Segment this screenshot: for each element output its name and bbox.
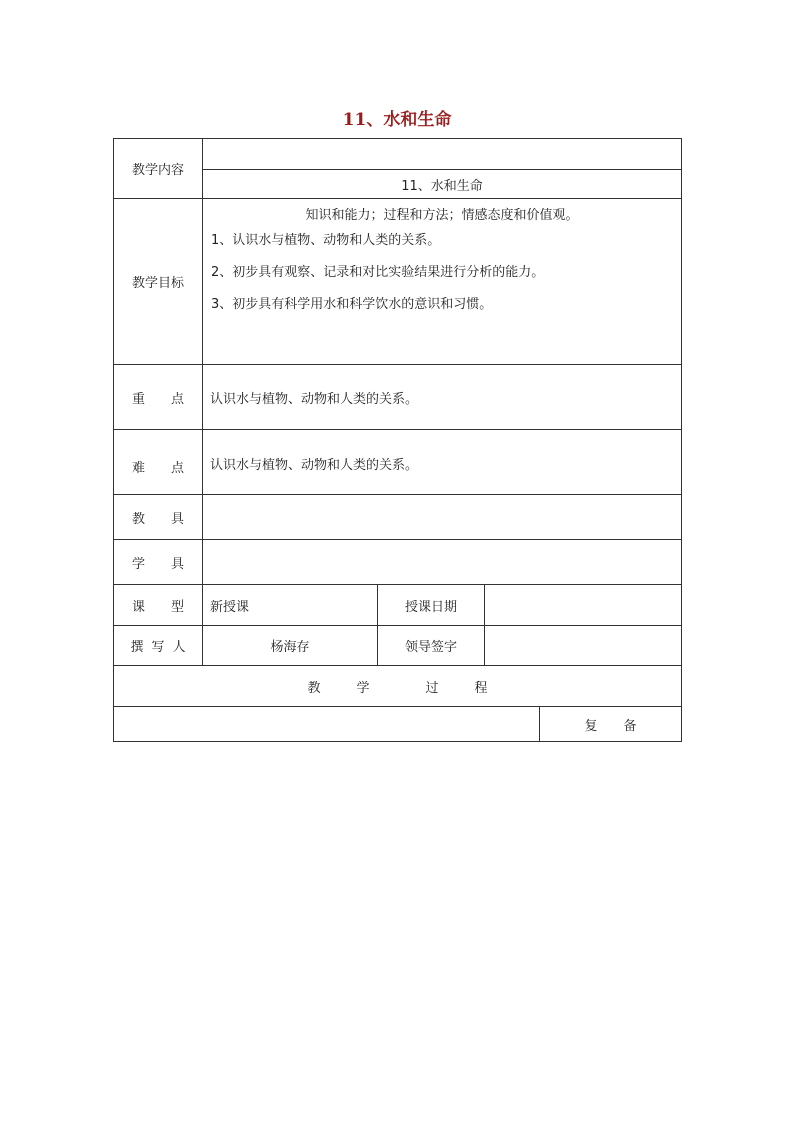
difficulty-label: 难 点 bbox=[114, 430, 203, 495]
goals-cell bbox=[203, 199, 682, 365]
process-content-cell bbox=[114, 707, 540, 742]
student-aids-value bbox=[203, 540, 682, 585]
lesson-date-label: 授课日期 bbox=[378, 585, 485, 626]
content-blank-cell bbox=[203, 139, 682, 170]
leader-sign-label: 领导签字 bbox=[378, 626, 485, 666]
teaching-process-heading: 教 学 过 程 bbox=[114, 666, 682, 707]
goal-item: 3、初步具有科学用水和科学饮水的意识和习惯。 bbox=[211, 297, 493, 312]
goal-item: 2、初步具有观察、记录和对比实验结果进行分析的能力。 bbox=[211, 265, 545, 280]
goals-header: 知识和能力；过程和方法；情感态度和价值观。 bbox=[305, 208, 579, 223]
document-title: 11、水和生命 bbox=[342, 110, 452, 130]
lesson-date-value bbox=[485, 585, 682, 626]
leader-sign-value bbox=[485, 626, 682, 666]
author-label: 撰 写 人 bbox=[114, 626, 203, 666]
review-label: 复 备 bbox=[540, 707, 682, 742]
key-point-value: 认识水与植物、动物和人类的关系。 bbox=[203, 365, 682, 430]
goals-label: 教学目标 bbox=[114, 199, 203, 365]
key-point-label: 重 点 bbox=[114, 365, 203, 430]
goal-item: 1、认识水与植物、动物和人类的关系。 bbox=[211, 233, 441, 248]
teaching-aids-label: 教 具 bbox=[114, 495, 203, 540]
lesson-type-label: 课 型 bbox=[114, 585, 203, 626]
author-value: 杨海存 bbox=[203, 626, 378, 666]
content-label: 教学内容 bbox=[114, 139, 203, 199]
lesson-plan-table bbox=[113, 138, 682, 742]
difficulty-value: 认识水与植物、动物和人类的关系。 bbox=[203, 430, 682, 495]
teaching-aids-value bbox=[203, 495, 682, 540]
content-value: 11、水和生命 bbox=[203, 170, 682, 199]
lesson-type-value: 新授课 bbox=[203, 585, 378, 626]
student-aids-label: 学 具 bbox=[114, 540, 203, 585]
